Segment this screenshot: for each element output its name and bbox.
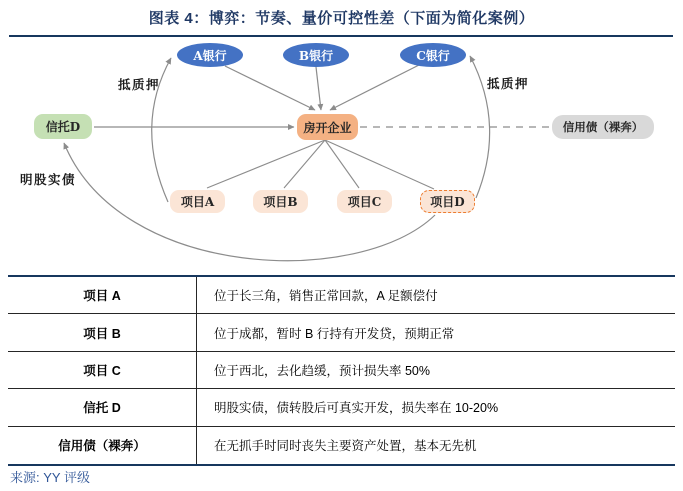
node-project-b: 项目B (253, 190, 308, 213)
node-project-d: 项目D (420, 190, 475, 213)
edge-developer-projectD (325, 140, 434, 189)
label-equity-as-debt: 明股实债 (20, 172, 77, 187)
row-label: 项目 B (8, 314, 197, 350)
table-row (8, 314, 675, 351)
row-desc: 位于西北，去化趋缓，预计损失率 50% (214, 363, 430, 378)
node-project-c: 项目C (337, 190, 392, 213)
table-row (8, 389, 675, 426)
row-label: 信用债（裸奔） (8, 427, 197, 464)
node-trust-d: 信托D (34, 114, 92, 139)
table-row (8, 352, 675, 389)
row-desc: 位于长三角，销售正常回款，A 足额偿付 (214, 289, 438, 304)
relationship-diagram (0, 40, 683, 273)
row-desc: 明股实债，债转股后可真实开发，损失率在 10-20% (214, 401, 499, 416)
edge-developer-projectA (207, 140, 325, 188)
connector-lines (0, 40, 683, 273)
edge-bankA-developer (225, 66, 315, 110)
row-desc: 在无抓手时同时丧失主要资产处置，基本无先机 (214, 439, 477, 454)
table-row (8, 427, 675, 464)
node-credit-bond: 信用债（裸奔） (552, 115, 654, 139)
node-project-a: 项目A (170, 190, 225, 213)
row-label: 项目 C (8, 352, 197, 388)
table-row (8, 277, 675, 314)
label-pledge-right: 抵质押 (487, 76, 530, 91)
node-developer: 房开企业 (297, 114, 358, 140)
edge-bankC-developer (330, 65, 419, 110)
label-pledge-left: 抵质押 (118, 77, 161, 92)
row-desc: 位于成都，暂时 B 行持有开发贷，预期正常 (214, 326, 455, 341)
edge-bankB-developer (316, 67, 321, 110)
row-label: 信托 D (8, 389, 197, 425)
node-bank-c: C银行 (400, 43, 466, 67)
node-bank-b: B银行 (283, 43, 349, 67)
figure-title: 图表 4：博弈：节奏、量价可控性差（下面为简化案例） (148, 10, 535, 27)
source-note: 来源: YY 评级 (10, 470, 90, 485)
node-bank-a: A银行 (177, 43, 243, 67)
title-divider (9, 35, 673, 37)
edge-developer-projectB (284, 140, 325, 188)
case-table (8, 275, 675, 466)
row-label: 项目 A (8, 277, 197, 313)
